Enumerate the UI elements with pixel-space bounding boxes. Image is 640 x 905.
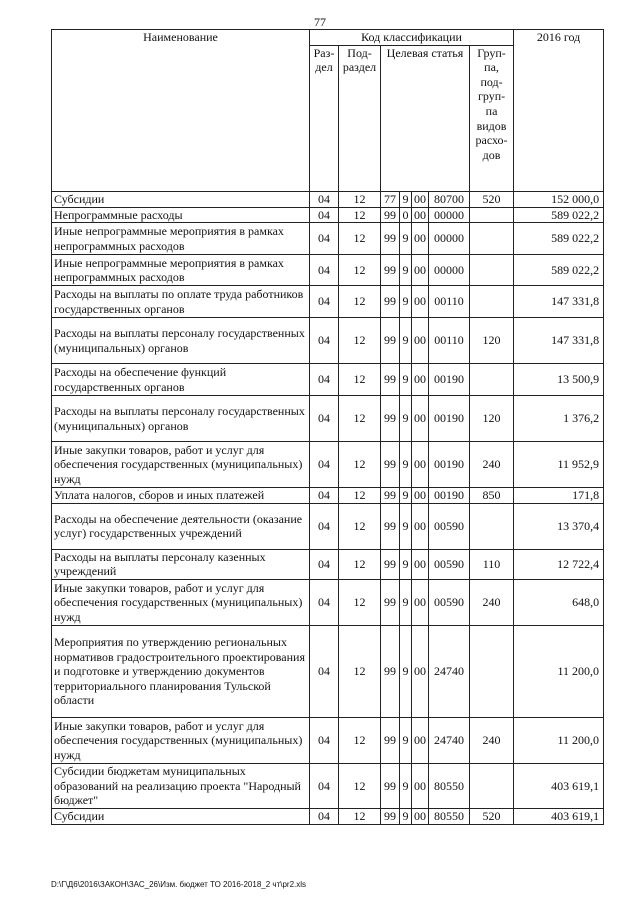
table-row: [52, 191, 604, 207]
row-amount: 589 022,2: [514, 223, 604, 255]
row-expense-group: [470, 763, 514, 808]
row-target-subprogram: 9: [400, 364, 412, 396]
header-name: Наименование: [52, 30, 310, 192]
row-podrazdel: 12: [339, 763, 381, 808]
row-expense-group: 240: [470, 717, 514, 763]
row-expense-group: [470, 223, 514, 255]
row-podrazdel: 12: [339, 318, 381, 364]
row-name: Субсидии бюджетам муниципальных образований на реализацию проекта "Народный бюджет": [52, 763, 310, 808]
row-razdel: 04: [310, 364, 339, 396]
row-podrazdel: 12: [339, 625, 381, 717]
row-target-direction: 00110: [429, 318, 470, 364]
row-amount: 13 500,9: [514, 364, 604, 396]
table-row: [52, 255, 604, 286]
row-target-program: 99: [381, 549, 400, 579]
table-row: [52, 488, 604, 504]
row-podrazdel: 12: [339, 396, 381, 442]
row-expense-group: 120: [470, 396, 514, 442]
row-target-subprogram: 9: [400, 318, 412, 364]
row-target-main-event: 00: [412, 717, 429, 763]
row-podrazdel: 12: [339, 255, 381, 286]
row-expense-group: [470, 364, 514, 396]
row-expense-group: [470, 255, 514, 286]
row-amount: 147 331,8: [514, 286, 604, 318]
row-target-direction: 80550: [429, 808, 470, 824]
row-target-direction: 00190: [429, 442, 470, 488]
row-razdel: 04: [310, 191, 339, 207]
header-group: Груп- па, под- груп- па видов расхо- дов: [470, 45, 514, 191]
row-target-direction: 80550: [429, 763, 470, 808]
table-row: [52, 207, 604, 223]
row-name: Субсидии: [52, 191, 310, 207]
row-podrazdel: 12: [339, 579, 381, 625]
row-expense-group: 520: [470, 808, 514, 824]
table-row: [52, 396, 604, 442]
row-target-program: 99: [381, 625, 400, 717]
row-razdel: 04: [310, 223, 339, 255]
row-target-subprogram: 9: [400, 579, 412, 625]
row-target-direction: 00190: [429, 364, 470, 396]
row-podrazdel: 12: [339, 488, 381, 504]
row-razdel: 04: [310, 318, 339, 364]
row-target-program: 99: [381, 579, 400, 625]
row-amount: 147 331,8: [514, 318, 604, 364]
row-expense-group: 240: [470, 442, 514, 488]
row-podrazdel: 12: [339, 207, 381, 223]
row-amount: 11 200,0: [514, 717, 604, 763]
row-amount: 11 200,0: [514, 625, 604, 717]
row-name: Иные закупки товаров, работ и услуг для обеспечения государственных (муниципальных) нужд: [52, 442, 310, 488]
row-expense-group: [470, 625, 514, 717]
row-amount: 403 619,1: [514, 763, 604, 808]
table-row: [52, 318, 604, 364]
row-amount: 589 022,2: [514, 255, 604, 286]
row-target-program: 99: [381, 808, 400, 824]
row-amount: 13 370,4: [514, 503, 604, 549]
row-name: Иные непрограммные мероприятия в рамках непрограммных расходов: [52, 255, 310, 286]
header-podrazdel: Под- раздел: [339, 45, 381, 191]
row-target-program: 99: [381, 717, 400, 763]
row-target-direction: 00000: [429, 207, 470, 223]
row-name: Расходы на выплаты персоналу государственных (муниципальных) органов: [52, 318, 310, 364]
row-target-subprogram: 9: [400, 442, 412, 488]
row-target-main-event: 00: [412, 255, 429, 286]
row-name: Иные непрограммные мероприятия в рамках непрограммных расходов: [52, 223, 310, 255]
row-name: Расходы на выплаты персоналу государственных (муниципальных) органов: [52, 396, 310, 442]
row-name: Уплата налогов, сборов и иных платежей: [52, 488, 310, 504]
row-target-subprogram: 9: [400, 625, 412, 717]
row-target-direction: 00590: [429, 549, 470, 579]
row-target-main-event: 00: [412, 763, 429, 808]
row-expense-group: 520: [470, 191, 514, 207]
row-target-direction: 00000: [429, 255, 470, 286]
row-name: Иные закупки товаров, работ и услуг для обеспечения государственных (муниципальных) нужд: [52, 717, 310, 763]
row-target-subprogram: 9: [400, 549, 412, 579]
table-row: [52, 625, 604, 717]
row-name: Непрограммные расходы: [52, 207, 310, 223]
file-path-footer: D:\Г\Д6\2016\ЗАКОН\ЗАС_26\Изм. бюджет ТО 2016-2018_2 чт\pr2.xls: [51, 880, 307, 889]
row-target-subprogram: 9: [400, 255, 412, 286]
row-target-program: 99: [381, 364, 400, 396]
table-header: [52, 30, 604, 192]
row-target-main-event: 00: [412, 549, 429, 579]
row-target-main-event: 00: [412, 503, 429, 549]
row-target-direction: 24740: [429, 717, 470, 763]
row-target-main-event: 00: [412, 442, 429, 488]
row-razdel: 04: [310, 625, 339, 717]
row-expense-group: 240: [470, 579, 514, 625]
row-target-direction: 00110: [429, 286, 470, 318]
row-razdel: 04: [310, 488, 339, 504]
row-name: Мероприятия по утверждению региональных нормативов градостроительного проектирования и подготовке и утверждению документов территориального планирования Тульской области: [52, 625, 310, 717]
row-target-main-event: 00: [412, 488, 429, 504]
row-target-main-event: 00: [412, 223, 429, 255]
row-razdel: 04: [310, 579, 339, 625]
table-row: [52, 223, 604, 255]
row-target-main-event: 00: [412, 364, 429, 396]
table-row: [52, 286, 604, 318]
row-podrazdel: 12: [339, 549, 381, 579]
row-amount: 589 022,2: [514, 207, 604, 223]
row-podrazdel: 12: [339, 442, 381, 488]
row-name: Расходы на выплаты персоналу казенных учреждений: [52, 549, 310, 579]
row-target-direction: 80700: [429, 191, 470, 207]
header-code: Код классификации: [310, 30, 514, 46]
row-target-subprogram: 9: [400, 191, 412, 207]
table-body: [52, 191, 604, 824]
row-expense-group: 850: [470, 488, 514, 504]
row-target-program: 77: [381, 191, 400, 207]
row-target-main-event: 00: [412, 579, 429, 625]
row-amount: 403 619,1: [514, 808, 604, 824]
table-row: [52, 549, 604, 579]
row-amount: 171,8: [514, 488, 604, 504]
row-amount: 152 000,0: [514, 191, 604, 207]
row-target-program: 99: [381, 488, 400, 504]
row-target-direction: 00590: [429, 503, 470, 549]
row-razdel: 04: [310, 717, 339, 763]
row-podrazdel: 12: [339, 223, 381, 255]
table-row: [52, 364, 604, 396]
row-razdel: 04: [310, 763, 339, 808]
row-expense-group: [470, 503, 514, 549]
page-number: 77: [314, 15, 326, 29]
row-name: Расходы на выплаты по оплате труда работников государственных органов: [52, 286, 310, 318]
row-target-program: 99: [381, 318, 400, 364]
row-target-program: 99: [381, 286, 400, 318]
row-amount: 648,0: [514, 579, 604, 625]
row-target-subprogram: 9: [400, 503, 412, 549]
row-target-program: 99: [381, 223, 400, 255]
row-razdel: 04: [310, 396, 339, 442]
row-target-subprogram: 9: [400, 763, 412, 808]
row-target-subprogram: 9: [400, 488, 412, 504]
row-target-direction: 00190: [429, 488, 470, 504]
row-amount: 1 376,2: [514, 396, 604, 442]
row-target-main-event: 00: [412, 625, 429, 717]
row-target-main-event: 00: [412, 396, 429, 442]
row-podrazdel: 12: [339, 808, 381, 824]
row-target-subprogram: 9: [400, 223, 412, 255]
row-razdel: 04: [310, 503, 339, 549]
row-target-direction: 00000: [429, 223, 470, 255]
row-razdel: 04: [310, 255, 339, 286]
row-name: Субсидии: [52, 808, 310, 824]
row-podrazdel: 12: [339, 717, 381, 763]
row-podrazdel: 12: [339, 364, 381, 396]
row-target-subprogram: 0: [400, 207, 412, 223]
header-razdel: Раз- дел: [310, 45, 339, 191]
row-target-program: 99: [381, 396, 400, 442]
row-razdel: 04: [310, 207, 339, 223]
row-target-main-event: 00: [412, 207, 429, 223]
row-name: Расходы на обеспечение деятельности (оказание услуг) государственных учреждений: [52, 503, 310, 549]
row-target-subprogram: 9: [400, 717, 412, 763]
row-target-main-event: 00: [412, 808, 429, 824]
table-row: [52, 763, 604, 808]
row-target-program: 99: [381, 763, 400, 808]
table-row: [52, 579, 604, 625]
row-razdel: 04: [310, 549, 339, 579]
row-podrazdel: 12: [339, 286, 381, 318]
table-row: [52, 808, 604, 824]
row-target-subprogram: 9: [400, 396, 412, 442]
row-amount: 11 952,9: [514, 442, 604, 488]
row-target-program: 99: [381, 207, 400, 223]
header-target: Целевая статья: [381, 45, 470, 191]
row-target-program: 99: [381, 442, 400, 488]
table-row: [52, 717, 604, 763]
table-row: [52, 442, 604, 488]
header-year: 2016 год: [514, 30, 604, 192]
row-target-main-event: 00: [412, 191, 429, 207]
row-expense-group: 110: [470, 549, 514, 579]
row-expense-group: 120: [470, 318, 514, 364]
row-target-direction: 00190: [429, 396, 470, 442]
row-name: Иные закупки товаров, работ и услуг для обеспечения государственных (муниципальных) нужд: [52, 579, 310, 625]
row-amount: 12 722,4: [514, 549, 604, 579]
row-target-subprogram: 9: [400, 286, 412, 318]
row-razdel: 04: [310, 442, 339, 488]
row-podrazdel: 12: [339, 191, 381, 207]
table-row: [52, 503, 604, 549]
row-target-subprogram: 9: [400, 808, 412, 824]
row-target-program: 99: [381, 503, 400, 549]
row-podrazdel: 12: [339, 503, 381, 549]
row-expense-group: [470, 207, 514, 223]
row-name: Расходы на обеспечение функций государственных органов: [52, 364, 310, 396]
row-target-program: 99: [381, 255, 400, 286]
row-target-main-event: 00: [412, 318, 429, 364]
row-razdel: 04: [310, 808, 339, 824]
row-target-direction: 00590: [429, 579, 470, 625]
row-target-main-event: 00: [412, 286, 429, 318]
row-razdel: 04: [310, 286, 339, 318]
row-expense-group: [470, 286, 514, 318]
budget-table: [51, 29, 604, 825]
row-target-direction: 24740: [429, 625, 470, 717]
